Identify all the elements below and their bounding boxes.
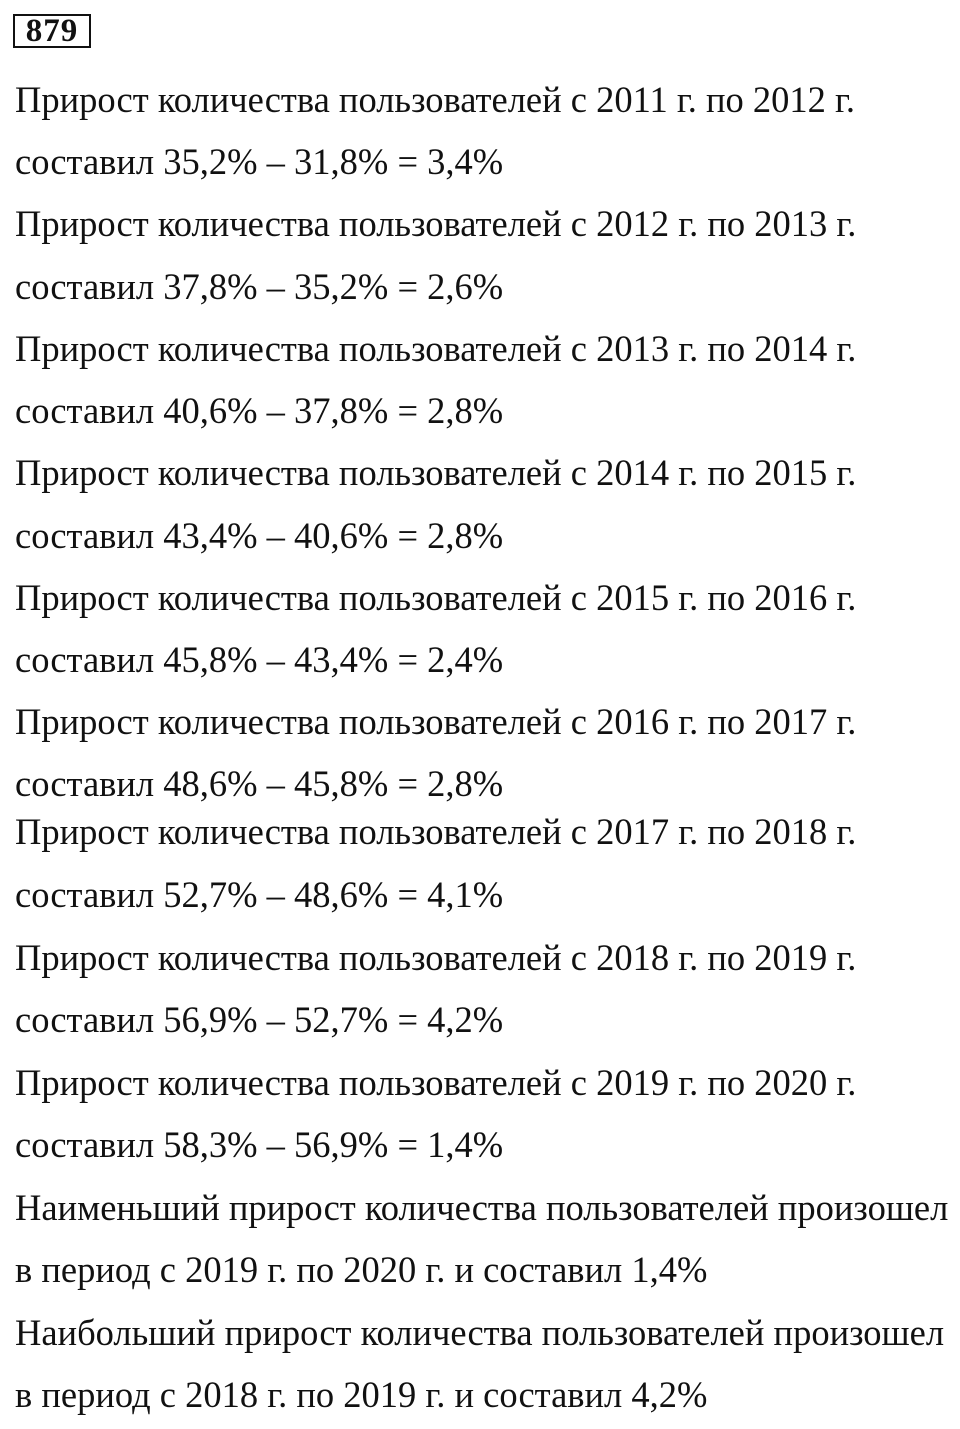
text-line: составил 43,4% – 40,6% = 2,8% (15, 515, 504, 556)
text-line: в период с 2019 г. по 2020 г. и составил 1,4% (15, 1249, 708, 1290)
text-line: Прирост количества пользователей с 2017 г. по 2018 г. (15, 811, 857, 852)
text-line: Прирост количества пользователей с 2016 г. по 2017 г. (15, 701, 857, 742)
text-line: Прирост количества пользователей с 2018 г. по 2019 г. (15, 937, 857, 978)
text-line: Наименьший прирост количества пользователей произошел (15, 1187, 949, 1228)
text-line: составил 58,3% – 56,9% = 1,4% (15, 1124, 504, 1165)
text-line: Прирост количества пользователей с 2019 г. по 2020 г. (15, 1062, 857, 1103)
text-line: Прирост количества пользователей с 2011 г. по 2012 г. (15, 79, 855, 120)
text-line: составил 37,8% – 35,2% = 2,6% (15, 266, 504, 307)
text-line: Прирост количества пользователей с 2014 г. по 2015 г. (15, 452, 857, 493)
text-line: составил 40,6% – 37,8% = 2,8% (15, 390, 504, 431)
text-line: составил 35,2% – 31,8% = 3,4% (15, 141, 504, 182)
text-line: Прирост количества пользователей с 2015 г. по 2016 г. (15, 577, 857, 618)
problem-number: 879 (13, 14, 91, 48)
text-line: составил 45,8% – 43,4% = 2,4% (15, 639, 504, 680)
text-line: составил 48,6% – 45,8% = 2,8% (15, 763, 504, 804)
text-line: составил 52,7% – 48,6% = 4,1% (15, 874, 504, 915)
text-line: Наибольший прирост количества пользователей произошел (15, 1312, 945, 1353)
text-line: составил 56,9% – 52,7% = 4,2% (15, 999, 504, 1040)
text-line: в период с 2018 г. по 2019 г. и составил 4,2% (15, 1374, 708, 1415)
text-line: Прирост количества пользователей с 2012 г. по 2013 г. (15, 203, 857, 244)
text-line: Прирост количества пользователей с 2013 г. по 2014 г. (15, 328, 857, 369)
